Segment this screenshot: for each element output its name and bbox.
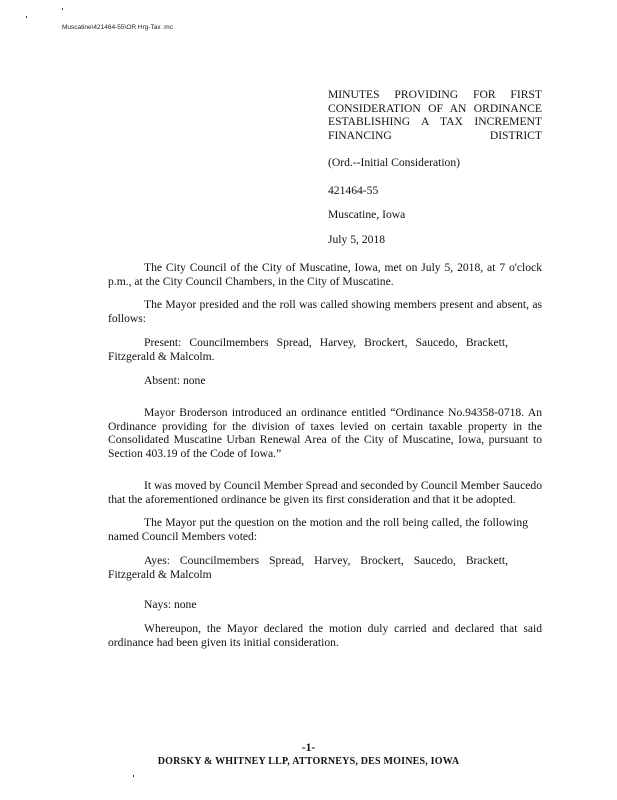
file-reference: Muscatine\421464-55\OR Hrg-Tax .mc: [62, 24, 173, 31]
page-number: -1-: [301, 741, 316, 754]
location: Muscatine, Iowa: [328, 208, 406, 221]
whereupon-paragraph: Whereupon, the Mayor declared the motion duly carried and declared that said ordinance had been given its initial consideration.: [108, 622, 542, 649]
document-title: MINUTES PROVIDING FOR FIRST CONSIDERATION OF AN ORDINANCE ESTABLISHING A TAX INCREMENT FINANCING DISTRICT: [328, 88, 542, 142]
ordinance-paragraph: Mayor Broderson introduced an ordinance entitled “Ordinance No.94358-0718. An Ordinance providing for the division of taxes levied on certain taxable property in the Consolidated Muscatine Urban Renewal Area of the City of Muscatine, Iowa, pursuant to Section 403.19 of the Code of Iowa.”: [108, 406, 542, 460]
scan-speck: [62, 8, 63, 10]
nays-paragraph: Nays: none: [144, 598, 197, 611]
motion-paragraph: It was moved by Council Member Spread and seconded by Council Member Saucedo that the aforementioned ordinance be given its first consideration and that it be adopted.: [108, 479, 542, 506]
present-paragraph: Present: Councilmembers Spread, Harvey, Brockert, Saucedo, Brackett, Fitzgerald & Malcolm.: [108, 336, 508, 363]
ayes-paragraph: Ayes: Councilmembers Spread, Harvey, Brockert, Saucedo, Brackett, Fitzgerald & Malcolm: [108, 554, 508, 581]
scan-speck: [26, 16, 27, 18]
footer-firm: DORSKY & WHITNEY LLP, ATTORNEYS, DES MOINES, IOWA: [157, 756, 460, 767]
absent-paragraph: Absent: none: [144, 374, 206, 387]
scan-speck: [133, 775, 134, 777]
vote-paragraph: The Mayor put the question on the motion and the roll being called, the following named Council Members voted:: [108, 516, 528, 543]
meeting-paragraph: The City Council of the City of Muscatine, Iowa, met on July 5, 2018, at 7 o'clock p.m., at the City Council Chambers, in the City of Muscatine.: [108, 261, 542, 288]
document-subtitle: (Ord.--Initial Consideration): [328, 156, 461, 169]
roll-paragraph: The Mayor presided and the roll was called showing members present and absent, as follows:: [108, 298, 542, 325]
date: July 5, 2018: [328, 233, 386, 246]
file-number: 421464-55: [328, 184, 379, 197]
